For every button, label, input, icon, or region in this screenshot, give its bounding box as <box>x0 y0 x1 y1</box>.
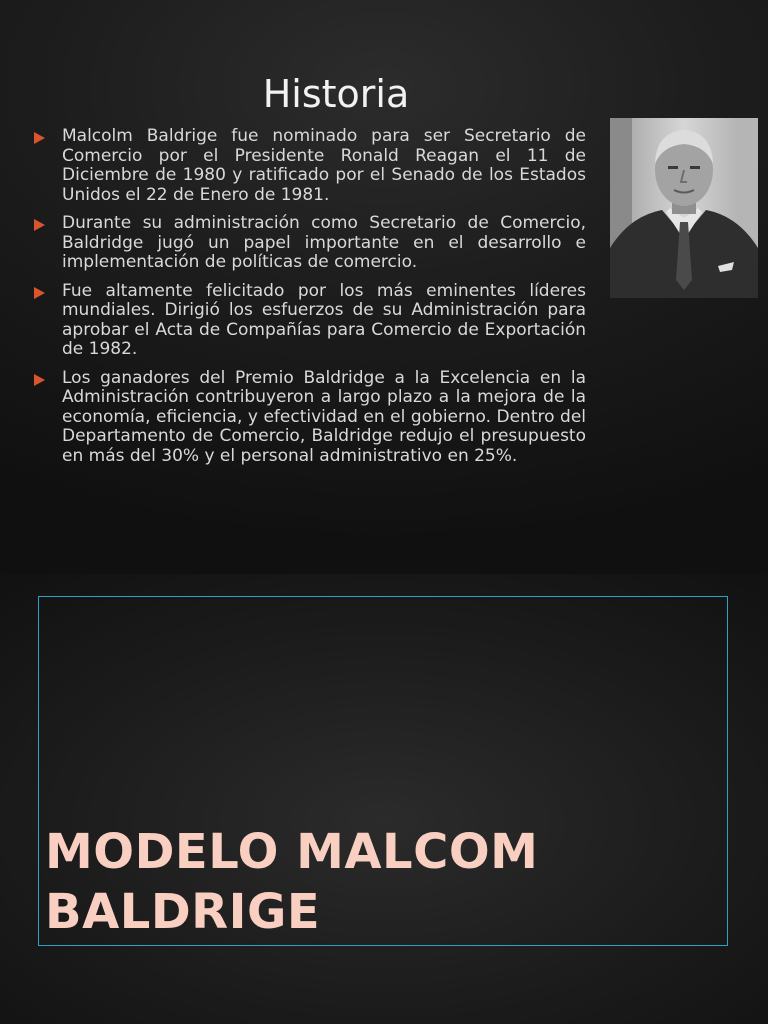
bullet-text: Malcolm Baldrige fue nominado para ser Secretario de Comercio por el Presidente Ronald Reagan el 11 de Diciembre de 1980 y ratificado por el Senado de los Estados Unidos el 22 de Enero de 1981. <box>62 126 586 205</box>
bullet-arrow-icon <box>34 287 45 299</box>
bullet-text: Durante su administración como Secretario de Comercio, Baldridge jugó un papel importante en el desarrollo e implementación de políticas de comercio. <box>62 213 586 272</box>
bullet-item <box>32 127 586 205</box>
bullet-item <box>32 282 586 360</box>
slide-modelo <box>0 574 768 1024</box>
main-title-line-2: BALDRIGE <box>45 884 321 940</box>
bullet-text: Los ganadores del Premio Baldridge a la Excelencia en la Administración contribuyeron a largo plazo a la mejora de la economía, eficiencia, y efectividad en el gobierno. Dentro del Departamento de Comercio, Baldridge redujo el presupuesto en más del 30% y el personal administrativo en 25%. <box>62 367 586 466</box>
bullet-list <box>32 127 586 475</box>
bullet-text: Fue altamente felicitado por los más eminentes líderes mundiales. Dirigió los esfuerzos de su Administración para aprobar el Acta de Compañías para Comercio de Exportación de 1982. <box>62 280 586 359</box>
bullet-arrow-icon <box>34 219 45 231</box>
bullet-item <box>32 369 586 467</box>
portrait-photo <box>610 118 758 298</box>
portrait-illustration <box>610 118 758 298</box>
main-title <box>45 822 715 942</box>
bullet-arrow-icon <box>34 374 45 386</box>
slide-title: Historia <box>262 72 410 117</box>
main-title-line-1: MODELO MALCOM <box>45 824 539 880</box>
bullet-item <box>32 214 586 273</box>
bullet-arrow-icon <box>34 132 45 144</box>
